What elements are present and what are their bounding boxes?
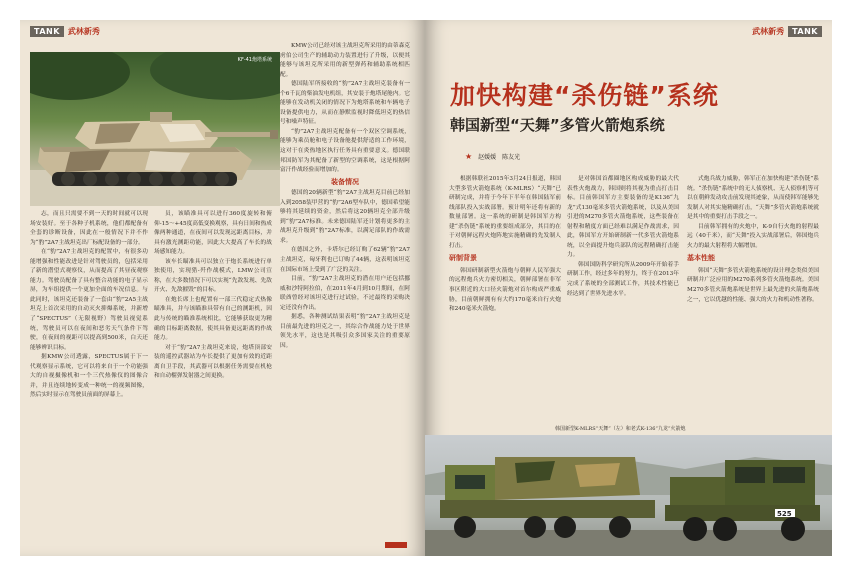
magazine-spread [20, 20, 832, 556]
paragraph: 德国陆军所接收的“豹”2A7主战坦克装备有一个6千瓦的柴油发电机组，其安装于炮塔尾舱内。它能够在发动机关闭的情况下为炮塔系统和车辆电子设备提供电力，从而在静默监视时降低坦克的热信号和噪声特征。 [280, 81, 410, 126]
authors: 赵媛媛 陈友光 [478, 154, 521, 161]
rocket-launcher-photo [425, 435, 832, 556]
paragraph: 该车长瞄准具可以独立于炮长系统进行单独使用，实现猎-歼作战模式，LMW公司宣称，在大多数情况下可以实现“先敌发现、先敌开火、先敌摧毁”的目标。 [154, 258, 272, 294]
paragraph: 志，而且只需要不到一天的时间就可以现场安装好。至于各种子机系统，他们都配备有全套的诊断设备，因此在一般情况下并不作为“豹”2A7主战坦克出厂标配设备的一部分。 [30, 211, 148, 246]
photo-caption: 韩国新型K-MLRS“天舞”（左）和老式K-136“九龙”火箭炮 [555, 426, 686, 432]
right-column-1 [449, 175, 561, 415]
tank-tag-box: TANK [30, 26, 64, 37]
left-page [20, 20, 425, 556]
paragraph: 韩国研制新型火箭炮与朝鲜人民军强大的远程炮兵火力密切相关，朝鲜部署在非军事区附近的大口径火箭炮对首尔构成严重威胁，目前朝鲜拥有有大约170毫米自行火炮和240毫米火箭炮。 [449, 267, 561, 313]
star-icon: ★ [465, 152, 473, 161]
section-heading: 研制背景 [449, 254, 477, 263]
paragraph: 据KMW公司透露，SPECTUS属于下一代观察显示系统，它可以将来自于一个功能强大的自视摄像机和一个三代热像仪的图像合并，并且连续地转变成一种统一的视频图像，然后实时显示在驾驶员前面的屏幕上。 [30, 354, 148, 399]
tank-tag-box: TANK [788, 26, 822, 37]
tank-illustration [30, 52, 280, 206]
section-title: 武林新秀 [67, 27, 100, 36]
paragraph: 式炮兵战力威胁，韩军正在加快构建“杀伤链”系统。“杀伤链”系统中的无人侦察机、无人侦察机等可以在朝鲜发动攻击前发现其迹象，从而使韩军能够先发制人对其实施精确打击，“天舞”多管火箭炮系统就是其中的重要打击手段之一。 [687, 176, 819, 221]
left-column-2 [154, 210, 272, 540]
paragraph: 韩国国防科学研究所从2009年开始着手研制工作，经过多年的努力，终于在2013年完成了系统的全部测试工作，其技术性能已经达到了世界先进水平。 [567, 261, 679, 297]
tank-photo [30, 52, 280, 206]
paragraph: 是对韩国首都圈地区构成威胁的最大代表性火炮战力，韩国则将其视为重点打击目标。目前韩国军方主要装备的是K136“九龙”式130毫米多管火箭炮系统，以及从美国引进的M270多管火箭炮系统，这些装备在射程和精度方面已经难以满足作战需求，因此，韩国军方开始研制新一代多管火箭炮系统，以全面提升炮兵部队的远程精确打击能力。 [567, 176, 679, 259]
right-column-2 [567, 175, 679, 415]
article-subtitle: 韩国新型“天舞”多管火箭炮系统 [450, 116, 665, 134]
right-column-3 [687, 175, 819, 415]
paragraph: 在“豹”2A7主战坦克的配置中，有很多功能增强和性能改进是针对驾驶员的，包括采用了新的潜望式观察仪，从而提高了其昼夜观察能力。驾驶员配备了具有整合功能的电子显示屏，为车组提供一个更加全面的车况信息。与此同时，该坦克还装备了一套由“豹”2A5主战坦克上首次采用的自动灭火抑爆系统，并新增了“SPECTUS”（无限视野）驾驶员视觉系统，驾驶员可以在夜间和恶劣天气条件下驾驶，在夜间的视距可以提高到500米，白天还能够辨识目标。 [30, 249, 148, 351]
paragraph: 韩国“天舞”多管火箭炮系统的设计理念类似美国研制并广泛应用的M270系列多管火箭炮系统。美国M270多管火箭炮系统是世界上最先进的火箭炮系统之一，它以优越的性能、强大的火力和机动性著称。 [687, 267, 819, 303]
byline [465, 152, 520, 161]
left-column-3 [280, 42, 410, 542]
left-column-1 [30, 210, 148, 540]
right-section-tag [752, 26, 822, 37]
paragraph: 在德国之外，卡塔尔已经订购了62辆“豹”2A7主战坦克，匈牙利也已订购了44辆，这表明该坦克在国际市场上受到了广泛的关注。 [280, 247, 410, 273]
paragraph: KMW公司已经对该主战坦克所采用的由蒂森克虏伯公司生产的辅助动力装置进行了升级，以便其能够与该坦克所采用的新型弹药和辅助系统相匹配。 [280, 43, 410, 78]
section-heading: 装备情况 [331, 177, 359, 186]
page-marker [385, 542, 407, 548]
paragraph: 据悉，各种测试结果表明“豹”2A7主战坦克是目前最先进的坦克之一，其综合作战能力处于世界领先水平，这也是其吸引众多国家关注的重要原因。 [280, 314, 410, 349]
paragraph: 在炮长席上也配置有一部三代稳定式热像瞄准具，并与该瞄准具带有自己的测距机，因此与传统的瞄准系统相比，它能够获取更为精确的目标距离数据，使其具备更远距离的作战能力。 [154, 296, 272, 342]
paragraph: 德国的20辆新型“豹”2A7主战坦克目前已经加入到2058装甲营的“豹”2A6型车队中，德国希望能够将其延续的资金，然后将这20辆坦克全部升级到“豹”2A7标准。未来德国陆军还计划将更多的主战坦克升级到“豹”2A7标准，以满足部队的作战需求。 [280, 190, 410, 244]
paragraph: 员，该瞄准具可以进行360度旋转和俯仰-15～+45度高低变换观察，具有日间和热成像两种通道，在夜间可以发现远距离目标，并具有激光测距功能，因此大大提高了车长的战场感知能力。 [154, 211, 272, 256]
paragraph: 对于“豹”2A7主战坦克来说，炮塔顶部安装的遥控武器站为车长提供了更加有效的近距离自卫手段，其武器可以根据任务需要在机枪和自动榴弹发射器之间更换。 [154, 344, 272, 380]
photo-caption: KF-41炮塔系统 [237, 57, 272, 63]
vehicle-number: 525 [777, 510, 792, 518]
paragraph: 目前，“豹”2A7主战坦克的潜在用户还包括挪威和沙特阿拉伯，在2011年4月到10月期间，在阿联酋曾经对该坦克进行过试验，不过最终的采购决定还没有作出。 [280, 276, 410, 311]
section-title: 武林新秀 [752, 27, 785, 36]
paragraph: “豹”2A7主战坦克配备有一个双区空调系统，能够为乘员舱和电子设备舱提供舒适的工作环境，这对于在炎热地区执行任务具有重要意义。德国联邦国防军为其配备了新型的空调系统，这是根据阿富汗作战经验而增加的。 [280, 128, 410, 174]
paragraph: 根据韩联社2015年3月24日报道，韩国大型多管火箭炮系统（K-MLRS）“天舞”已研制完成，并将于今年下半年在韩国陆军前线部队投入实战部署。预计明年还将有新的数量部署。这一系统的研制是韩国军方构建“杀伤链”系统的重要组成部分，其目的在于对朝鲜远程火炮阵地实施精确的先发制人打击。 [449, 176, 561, 249]
section-heading: 基本性能 [687, 254, 715, 263]
right-page [425, 20, 832, 556]
rocket-launcher-illustration [425, 435, 832, 556]
article-title: 加快构建“杀伤链”系统 [450, 81, 719, 110]
paragraph: 目前韩军拥有的火炮中，K-9自行火炮的射程最远（40千米），而“天舞”投入实战部署后，韩国炮兵火力的最大射程将大幅增加。 [687, 223, 819, 249]
left-section-tag [30, 26, 100, 37]
